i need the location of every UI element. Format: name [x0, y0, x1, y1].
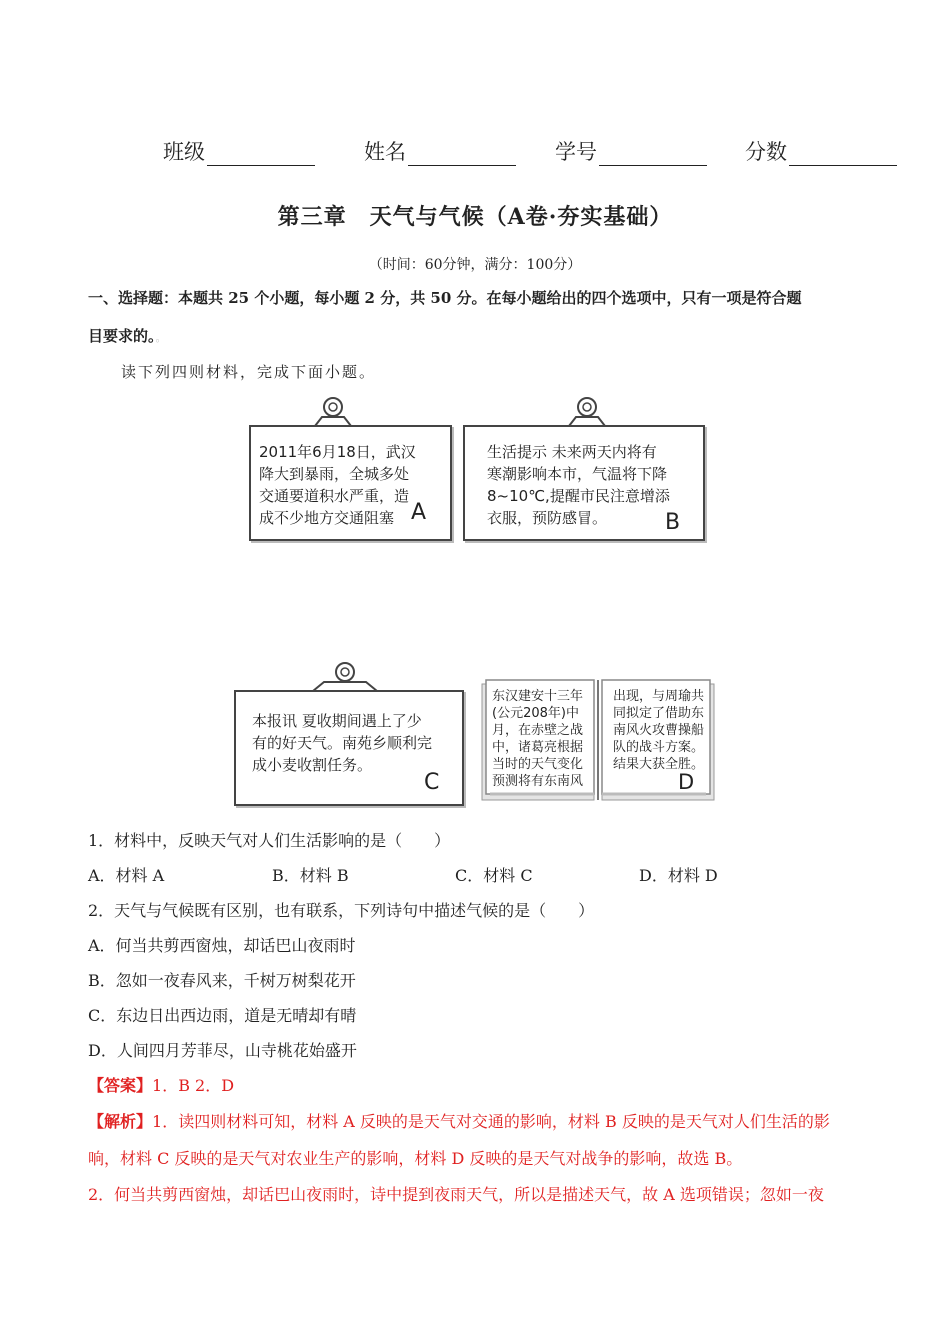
class-field[interactable] — [163, 136, 315, 166]
q1-option-c[interactable]: C．材料 C — [455, 866, 533, 885]
material-book-d — [480, 678, 716, 804]
material-card-a — [249, 425, 452, 541]
material-c-text: 本报讯 夏收期间遇上了少 有的好天气。南苑乡顺利完 成小麦收割任务。 — [252, 712, 433, 774]
question-2-stem: 2．天气与气候既有区别，也有联系，下列诗句中描述气候的是（ ） — [88, 901, 595, 920]
q1-option-a[interactable]: A．材料 A — [88, 866, 165, 885]
material-d-letter: D — [678, 770, 695, 794]
material-c-letter: C — [424, 770, 440, 795]
name-field[interactable] — [364, 136, 516, 166]
material-b-text: 生活提示 未来两天内将有 寒潮影响本市，气温将下降 8~10℃,提醒市民注意增添 衣服，预防感冒。 — [487, 443, 670, 527]
answer-line — [88, 1073, 234, 1096]
name-blank[interactable] — [408, 143, 516, 166]
analysis-line2: 响，材料 C 反映的是天气对农业生产的影响，材料 D 反映的是天气对战争的影响，故选 B。 — [88, 1149, 743, 1168]
name-label: 姓名 — [364, 140, 406, 164]
student-id-label: 学号 — [555, 140, 597, 164]
question-1-stem: 1．材料中，反映天气对人们生活影响的是（ ） — [88, 831, 451, 850]
page-title: 第三章 天气与气候（A卷·夯实基础） — [277, 204, 673, 230]
material-card-b — [463, 425, 705, 541]
class-blank[interactable] — [207, 143, 315, 166]
q2-option-c[interactable]: C．东边日出西边雨，道是无晴却有晴 — [88, 1006, 357, 1025]
section-heading-mark: 。 — [155, 331, 167, 344]
score-field[interactable] — [745, 136, 897, 166]
clip-icon — [312, 397, 354, 427]
q2-option-d[interactable]: D．人间四月芳菲尽，山寺桃花始盛开 — [88, 1041, 357, 1060]
section-heading-line1: 一、选择题：本题共 25 个小题，每小题 2 分，共 50 分。在每小题给出的四个选项中，只有一项是符合题 — [88, 289, 802, 307]
student-id-blank[interactable] — [599, 143, 707, 166]
analysis-line3: 2．何当共剪西窗烛，却话巴山夜雨时，诗中提到夜雨天气，所以是描述天气，故 A 选项错误；忽如一夜 — [88, 1185, 824, 1204]
score-label: 分数 — [745, 140, 787, 164]
clip-icon — [310, 662, 380, 692]
section-heading-line2: 目要求的。。 — [88, 327, 167, 345]
material-card-c — [234, 690, 464, 806]
student-info-row — [0, 136, 950, 166]
class-label: 班级 — [163, 140, 205, 164]
analysis-label: 【解析】 — [88, 1112, 153, 1131]
exam-meta: （时间：60分钟，满分：100分） — [368, 257, 582, 273]
material-a-text: 2011年6月18日，武汉 降大到暴雨，全城多处 交通要道积水严重，造 成不少地方交通阻塞 — [259, 443, 416, 527]
score-blank[interactable] — [789, 143, 897, 166]
answer-label: 【答案】 — [88, 1076, 153, 1095]
answer-text: 1．B 2．D — [152, 1076, 235, 1095]
q2-option-a[interactable]: A．何当共剪西窗烛，却话巴山夜雨时 — [88, 936, 356, 955]
student-id-field[interactable] — [555, 136, 707, 166]
q1-option-d[interactable]: D．材料 D — [639, 866, 718, 885]
analysis-text-1: 1．读四则材料可知，材料 A 反映的是天气对交通的影响，材料 B 反映的是天气对人们生活的影 — [152, 1112, 830, 1131]
material-d-right-text: 出现，与周瑜共 同拟定了借助东 南风火攻曹操船 队的战斗方案。 结果大获全胜。 — [613, 689, 705, 772]
q2-option-b[interactable]: B．忽如一夜春风来，千树万树梨花开 — [88, 971, 356, 990]
material-d-left-text: 东汉建安十三年 (公元208年)中 月，在赤壁之战 中，诸葛亮根据 当时的天气变化 预测将有东南风 — [492, 689, 584, 789]
material-b-letter: B — [665, 510, 681, 535]
analysis-line1 — [88, 1109, 830, 1132]
q1-option-b[interactable]: B．材料 B — [272, 866, 349, 885]
clip-icon — [566, 397, 608, 427]
intro-text: 读下列四则材料，完成下面小题。 — [121, 363, 377, 381]
material-a-letter: A — [411, 500, 427, 525]
